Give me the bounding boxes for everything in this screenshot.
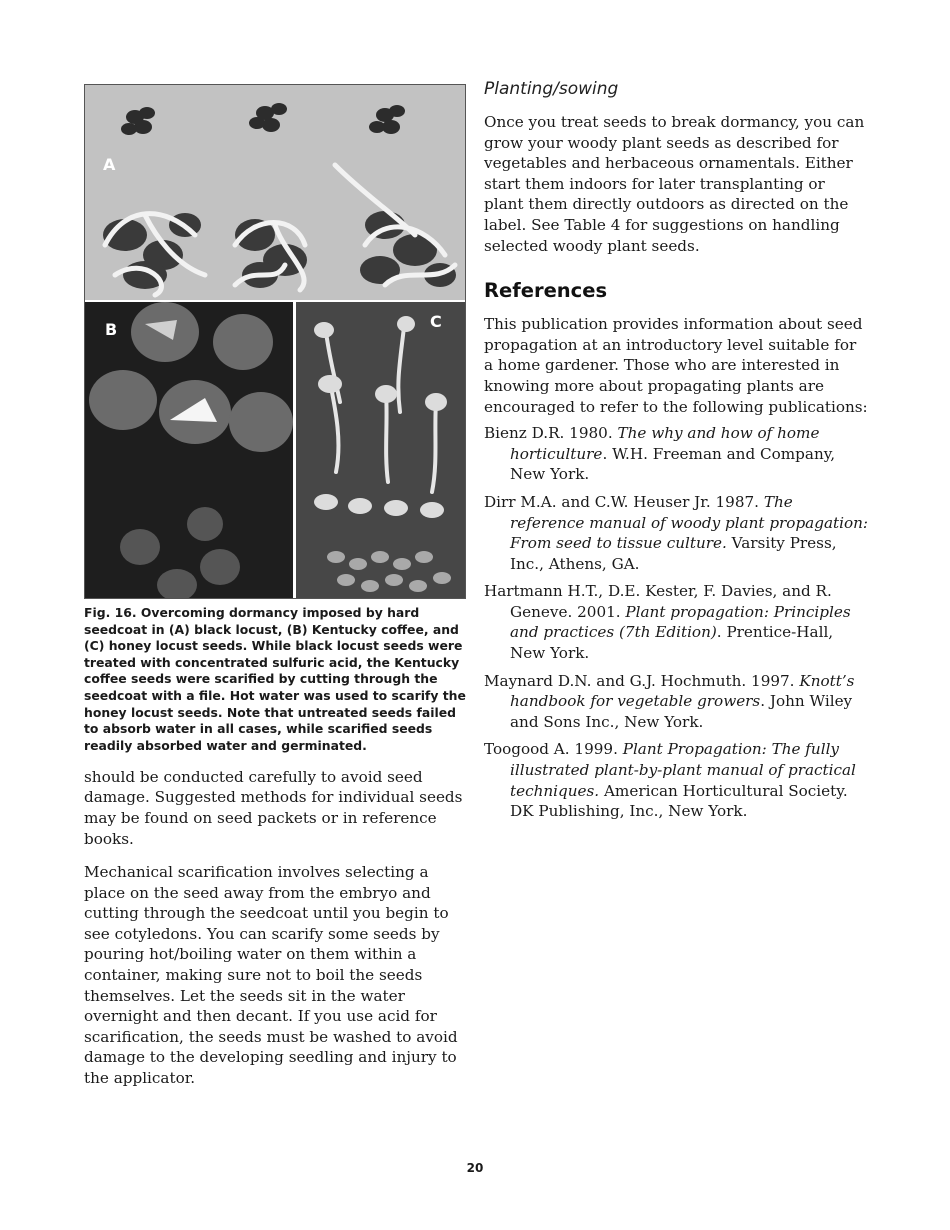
reference-item: Toogood A. 1999. Plant Propagation: The fully illustrated plant-by-plant manual of practical techniques. American Horticultural Society. DK Publishing, Inc., New York. bbox=[484, 740, 856, 821]
seed-dormancy-figure bbox=[84, 84, 466, 599]
reference-item: Hartmann H.T., D.E. Kester, F. Davies, and R. Geneve. 2001. Plant propagation: Principles and practices (7th Edition). Prentice-Hall, New York. bbox=[484, 582, 851, 663]
reference-list bbox=[484, 423, 868, 822]
figure-caption: Fig. 16. Overcoming dormancy imposed by hard seedcoat in (A) black locust, (B) Kentucky coffee, and (C) honey locust seeds. While black locust seeds were treated with concentrated sulfuric acid, the Kentucky coffee seeds were scarified by cutting through the seedcoat with a file. Hot water was used to scarify the honey locust seeds. Note that untreated seeds failed to absorb water in all cases, while scarified seeds readily absorbed water and germinated. bbox=[84, 605, 466, 753]
reference-item: Maynard D.N. and G.J. Hochmuth. 1997. Knott’s handbook for vegetable growers. John Wiley and Sons Inc., New York. bbox=[484, 671, 855, 731]
figure-panel-a bbox=[85, 85, 465, 300]
kentucky-coffee-seeds-image bbox=[85, 302, 293, 598]
honey-locust-seeds-image bbox=[296, 302, 465, 598]
right-column bbox=[484, 78, 868, 829]
paragraph-scarification-caution: should be conducted carefully to avoid seed damage. Suggested methods for individual seeds may be found on seed packets or in reference books. bbox=[84, 767, 463, 848]
panel-label-b: B bbox=[105, 320, 118, 339]
paragraph-planting: Once you treat seeds to break dormancy, you can grow your woody plant seeds as described for vegetables and herbaceous ornamentals. Either start them indoors for later transplanting or plant them directly outdoors as directed on the label. See Table 4 for suggestions on handling selected woody plant seeds. bbox=[484, 113, 865, 255]
paragraph-mechanical-scarification: Mechanical scarification involves selecting a place on the seed away from the embryo and cutting through the seedcoat until you begin to see cotyledons. You can scarify some seeds by pouring hot/boiling water on them within a container, making sure not to boil the seeds themselves. Let the seeds sit in the water overnight and then decant. If you use acid for scarification, the seeds must be washed to avoid damage to the developing seedling and injury to the applicator. bbox=[84, 863, 458, 1088]
figure-panel-c bbox=[296, 302, 465, 598]
subheading-planting-sowing: Planting/sowing bbox=[484, 79, 619, 99]
references-heading: References bbox=[484, 279, 608, 303]
panel-label-c: C bbox=[430, 312, 442, 331]
reference-item: Bienz D.R. 1980. The why and how of home horticulture. W.H. Freeman and Company, New York. bbox=[484, 424, 836, 484]
black-locust-seeds-image bbox=[85, 85, 465, 300]
references-intro: This publication provides information about seed propagation at an introductory level suitable for a home gardener. Those who are interested in knowing more about propagating plants are encouraged to refer to the following publications: bbox=[484, 315, 868, 416]
left-column bbox=[84, 84, 466, 1089]
panel-label-a: A bbox=[103, 155, 116, 174]
figure-panel-b bbox=[85, 302, 293, 598]
page-number: 20 bbox=[466, 1161, 484, 1175]
reference-item: Dirr M.A. and C.W. Heuser Jr. 1987. The reference manual of woody plant propagation: From seed to tissue culture. Varsity Press, Inc., Athens, GA. bbox=[484, 492, 869, 573]
